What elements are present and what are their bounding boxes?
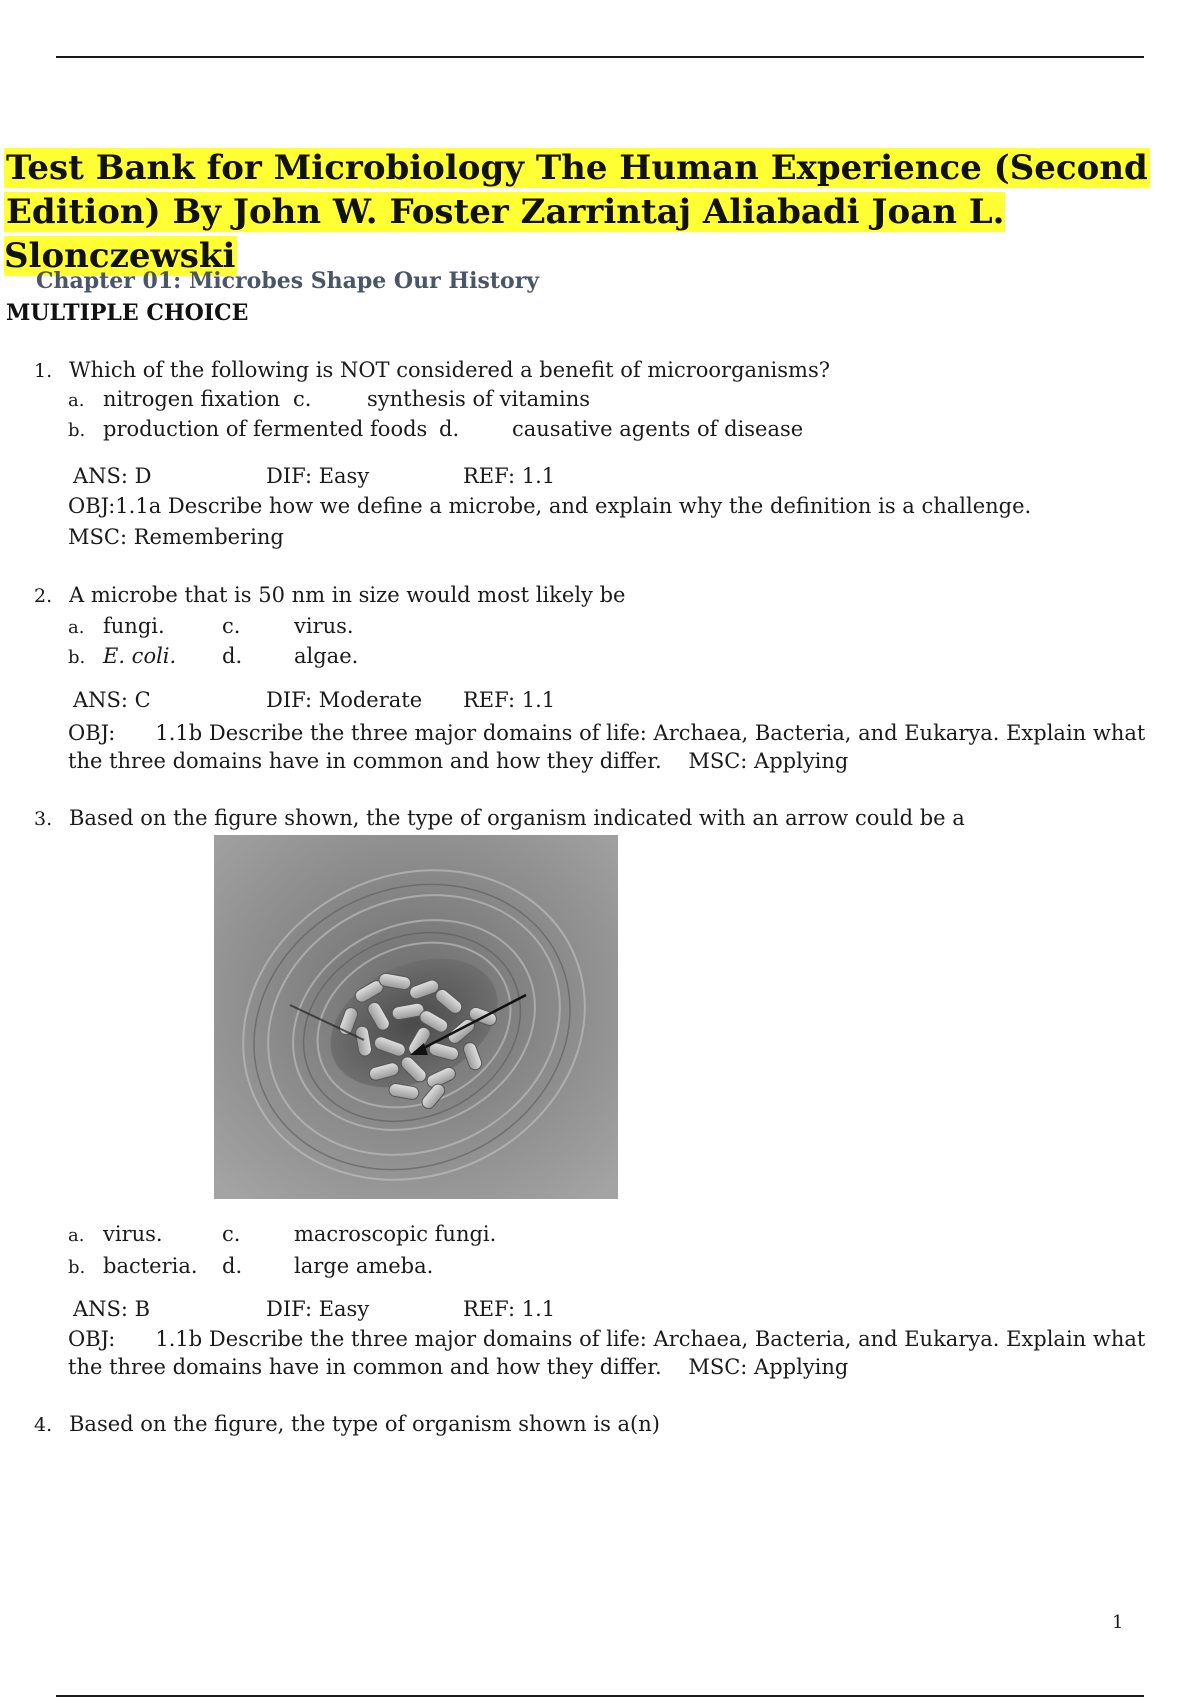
option-letter: b. — [68, 420, 86, 441]
option-letter: c. — [222, 614, 241, 638]
document-title — [4, 146, 1184, 278]
option-letter: d. — [222, 644, 243, 668]
option-a: nitrogen fixation — [103, 387, 281, 411]
objective-line-2: the three domains have in common and how they differ. MSC: Applying — [68, 1355, 849, 1379]
bottom-rule — [56, 1695, 1144, 1697]
option-d: causative agents of disease — [512, 417, 804, 441]
option-b: E. coli. — [103, 644, 177, 668]
answer: ANS: C — [73, 688, 151, 712]
option-letter: d. — [439, 417, 460, 441]
objective: OBJ:1.1a Describe how we define a microbe, and explain why the definition is a challenge. — [68, 494, 1032, 518]
question-number: 3. — [34, 808, 53, 830]
answer: ANS: D — [73, 464, 152, 488]
question-text: Based on the figure, the type of organism shown is a(n) — [69, 1412, 660, 1436]
option-c: synthesis of vitamins — [367, 387, 591, 411]
option-letter: b. — [68, 1257, 86, 1278]
difficulty: DIF: Moderate — [266, 688, 423, 712]
title-line-1: Test Bank for Microbiology The Human Experience (Second — [6, 148, 1148, 188]
option-letter: c. — [293, 387, 312, 411]
question-text: Which of the following is NOT considered a benefit of microorganisms? — [69, 358, 831, 382]
microscope-figure — [214, 835, 618, 1199]
option-a: fungi. — [103, 614, 165, 638]
option-letter: d. — [222, 1254, 243, 1278]
option-d: large ameba. — [294, 1254, 434, 1278]
chapter-heading: Chapter 01: Microbes Shape Our History — [36, 268, 540, 294]
question-text: A microbe that is 50 nm in size would most likely be — [69, 583, 626, 607]
objective-line-2: the three domains have in common and how they differ. MSC: Applying — [68, 749, 849, 773]
difficulty: DIF: Easy — [266, 464, 370, 488]
option-d: algae. — [294, 644, 359, 668]
reference: REF: 1.1 — [463, 688, 556, 712]
option-letter: b. — [68, 647, 86, 668]
answer: ANS: B — [73, 1297, 151, 1321]
title-line-2: Edition) By John W. Foster Zarrintaj Aliabadi Joan L. Slonczewski — [4, 192, 1005, 276]
option-a: virus. — [103, 1222, 163, 1246]
option-letter: c. — [222, 1222, 241, 1246]
reference: REF: 1.1 — [463, 464, 556, 488]
option-letter: a. — [68, 390, 85, 411]
question-number: 2. — [34, 585, 53, 607]
option-b: production of fermented foods — [103, 417, 428, 441]
question-number: 4. — [34, 1414, 53, 1436]
difficulty: DIF: Easy — [266, 1297, 370, 1321]
page-number: 1 — [1112, 1612, 1124, 1633]
objective-line-1: OBJ: 1.1b Describe the three major domains of life: Archaea, Bacteria, and Eukarya. Explain what — [68, 1327, 1146, 1351]
msc: MSC: Remembering — [68, 525, 284, 549]
option-b: bacteria. — [103, 1254, 198, 1278]
top-rule — [56, 56, 1144, 58]
section-heading: MULTIPLE CHOICE — [6, 300, 249, 326]
question-number: 1. — [34, 360, 53, 382]
option-letter: a. — [68, 1225, 85, 1246]
option-c: virus. — [294, 614, 354, 638]
option-letter: a. — [68, 617, 85, 638]
objective-line-1: OBJ: 1.1b Describe the three major domains of life: Archaea, Bacteria, and Eukarya. Explain what — [68, 721, 1146, 745]
reference: REF: 1.1 — [463, 1297, 556, 1321]
option-c: macroscopic fungi. — [294, 1222, 497, 1246]
question-text: Based on the figure shown, the type of organism indicated with an arrow could be a — [69, 806, 965, 830]
